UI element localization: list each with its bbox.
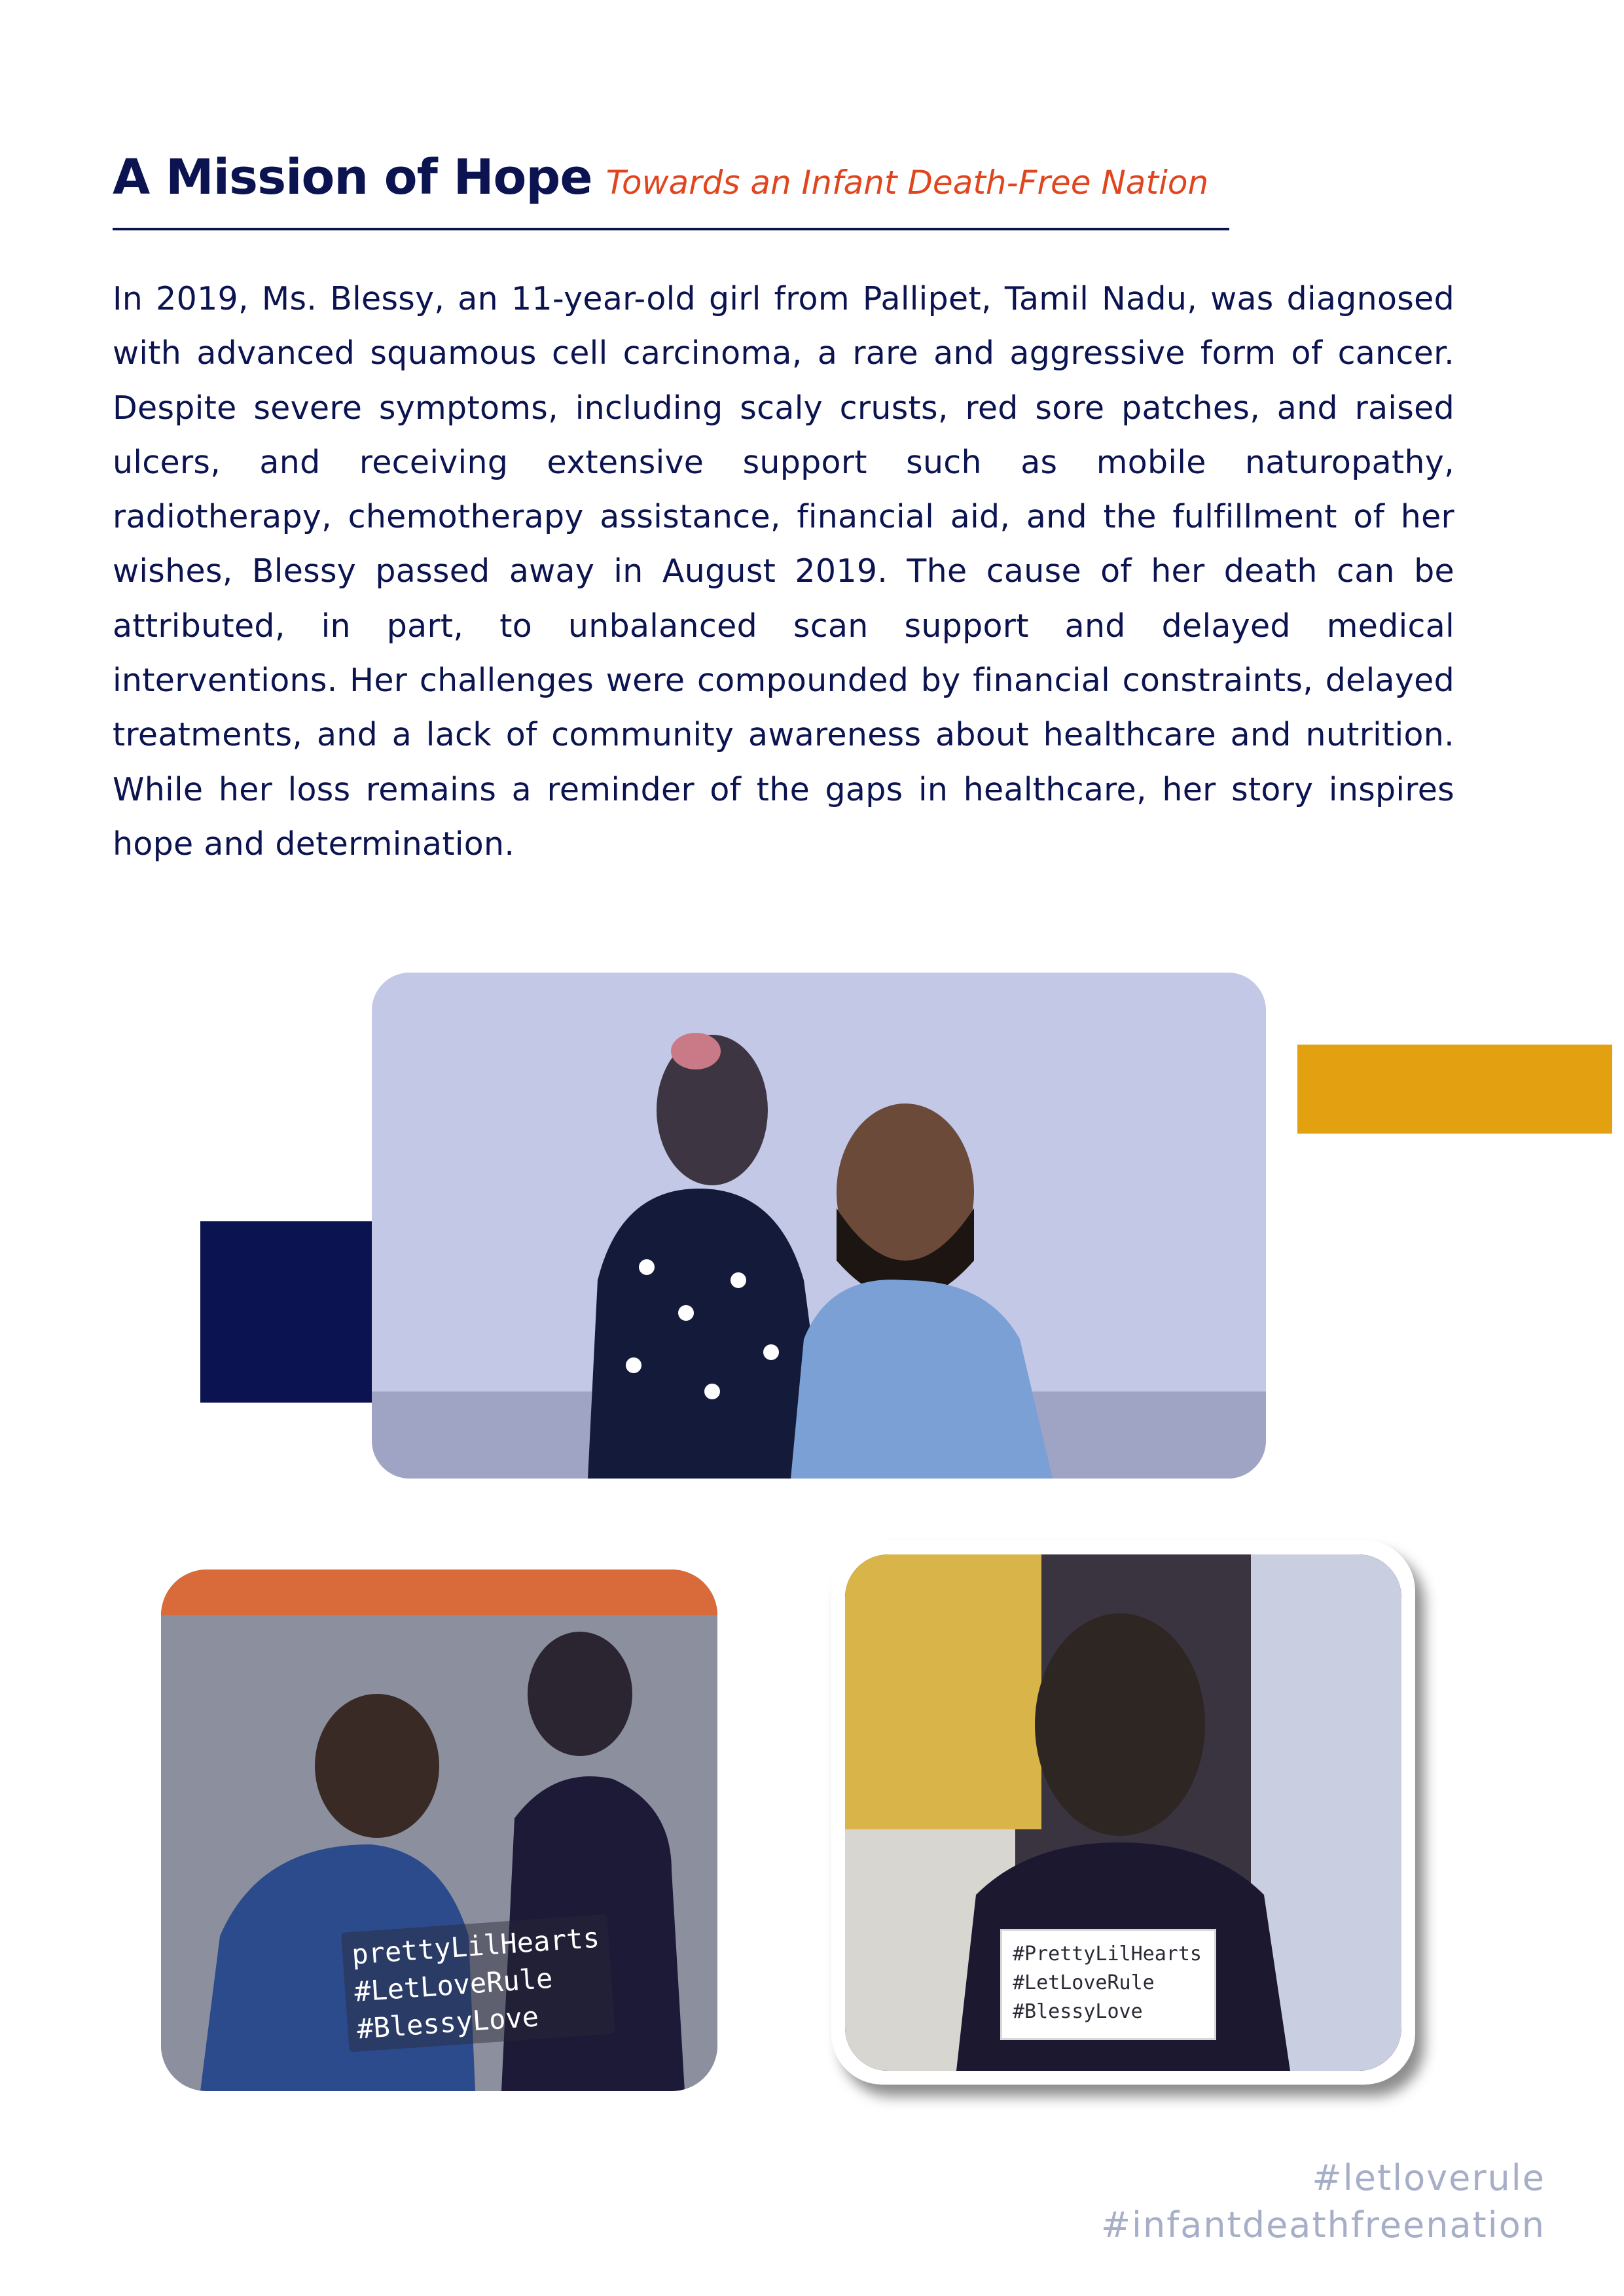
hashtag-infantdeathfreenation: #infantdeathfreenation [1100, 2204, 1545, 2246]
main-photo-illustration [372, 973, 1266, 1479]
gold-accent-block [1297, 1045, 1612, 1134]
title-divider [113, 228, 1229, 230]
page-title: A Mission of Hope [113, 149, 592, 206]
hashtag-letloverule: #letloverule [1312, 2157, 1545, 2198]
page-subtitle: Towards an Infant Death-Free Nation [605, 164, 1209, 202]
main-photo [372, 973, 1266, 1479]
right-photo [845, 1554, 1401, 2071]
footer-hashtags [1101, 2155, 1545, 2249]
page-header [113, 149, 1208, 206]
right-photo-hashtag-sign: #PrettyLilHearts #LetLoveRule #BlessyLove [1000, 1929, 1216, 2040]
story-paragraph: In 2019, Ms. Blessy, an 11-year-old girl from Pallipet, Tamil Nadu, was diagnosed with advanced squamous cell carcinoma, a rare and aggressive form of cancer. Despite severe symptoms, including scaly crusts, red sore patches, and raised ulcers, and receiving extensive support such as mobile naturopathy, radiotherapy, chemotherapy assistance, financial aid, and the fulfillment of her wishes, Blessy passed away in August 2019. The cause of her death can be attributed, in part, to unbalanced scan support and delayed medical interventions. Her challenges were compounded by financial constraints, delayed treatments, and a lack of community awareness about healthcare and nutrition. While her loss remains a reminder of the gaps in healthcare, her story inspires hope and determination. [113, 280, 1454, 863]
left-photo [161, 1570, 717, 2091]
left-photo-hashtag-sign: prettyLilHearts #LetLoveRule #BlessyLove [341, 1914, 615, 2053]
